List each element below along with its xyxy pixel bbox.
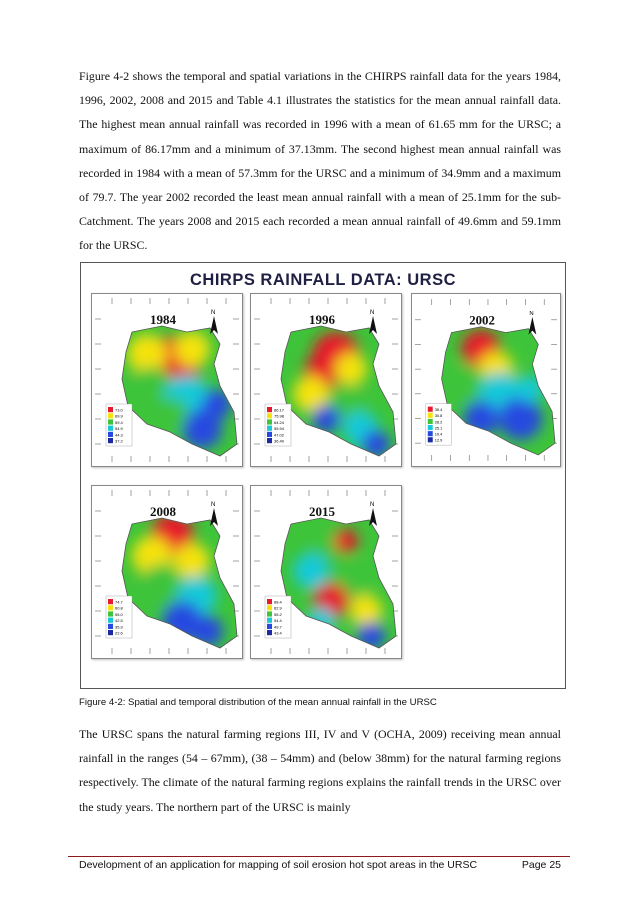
legend-value: 22.6 (115, 630, 123, 636)
figure-title: CHIRPS RAINFALL DATA: URSC (190, 271, 456, 289)
legend-swatch (108, 413, 113, 418)
legend-swatch (428, 413, 433, 418)
legend-swatch (267, 407, 272, 412)
rainfall-zone (293, 553, 329, 589)
legend-value: 35.4 (434, 407, 443, 413)
legend-swatch (428, 425, 433, 430)
legend-value: 62.9 (274, 605, 282, 611)
legend-value: 75.98 (274, 413, 285, 419)
legend-swatch (108, 599, 113, 604)
legend-value: 73.0 (115, 407, 123, 413)
rainfall-zone (335, 353, 367, 385)
north-label: N (529, 310, 534, 317)
legend-swatch (108, 432, 113, 437)
rainfall-map-2008 (91, 485, 243, 659)
legend-value: 12.9 (434, 437, 443, 443)
rainfall-zone (499, 397, 542, 440)
legend-value: 55.2 (274, 611, 282, 617)
legend-value: 30.8 (434, 413, 443, 419)
legend-value: 25.1 (434, 425, 443, 431)
rainfall-zone (334, 529, 358, 553)
legend-swatch (267, 413, 272, 418)
map-svg (251, 294, 401, 466)
legend-swatch (267, 624, 272, 629)
legend-value: 60.8 (115, 605, 123, 611)
map-legend (106, 596, 132, 638)
north-arrow-icon (210, 316, 218, 334)
legend-swatch (267, 419, 272, 424)
legend-swatch (267, 630, 272, 635)
legend-swatch (108, 419, 113, 424)
footer-rule (68, 856, 570, 857)
legend-value: 55.94 (274, 426, 285, 432)
rainfall-zone (174, 331, 210, 367)
rainfall-zone (202, 389, 232, 419)
legend-value: 19.4 (434, 431, 443, 437)
legend-swatch (428, 437, 433, 442)
legend-swatch (428, 419, 433, 424)
legend-swatch (267, 426, 272, 431)
legend-swatch (108, 605, 113, 610)
legend-value: 64.24 (274, 419, 285, 425)
map-year-label: 1996 (309, 312, 335, 327)
legend-value: 47.02 (274, 432, 285, 438)
rainfall-map-2002 (411, 293, 561, 467)
legend-value: 55.0 (115, 611, 123, 617)
north-label: N (370, 502, 375, 508)
map-legend (265, 596, 291, 638)
rainfall-zone (357, 622, 385, 650)
legend-swatch (267, 599, 272, 604)
rainfall-zone (350, 595, 382, 627)
map-svg (92, 294, 242, 466)
north-arrow-icon (210, 508, 218, 526)
legend-swatch (108, 618, 113, 623)
map-legend (106, 404, 132, 446)
body-paragraph-1: Figure 4-2 shows the temporal and spatial variations in the CHIRPS rainfall data for the years 1984, 1996, 2002, 2008 and 2015 and Table 4.1 illustrates the statistics for the mean annual rainfall data. The highest mean annual rainfall was recorded in 1996 with a mean of 61.65 mm for the URSC; a maximum of 86.17mm and a minimum of 37.13mm. The second highest mean annual rainfall was recorded in 1984 with a mean of 57.3mm for the URSC and a minimum of 34.9mm and a maximum of 79.7. The year 2002 recorded the least mean annual rainfall with a mean of 25.1mm for the sub-Catchment. The years 2008 and 2015 each recorded a mean annual rainfall of 49.6mm and 59.1mm for the URSC. (79, 69, 561, 253)
figure-box (80, 262, 566, 689)
legend-value: 36.40 (274, 438, 285, 444)
map-legend (426, 404, 452, 445)
legend-swatch (108, 624, 113, 629)
legend-swatch (108, 630, 113, 635)
legend-value: 59.4 (115, 419, 123, 425)
legend-swatch (267, 618, 272, 623)
legend-swatch (267, 605, 272, 610)
legend-swatch (267, 438, 272, 443)
north-arrow-icon (369, 508, 377, 526)
legend-value: 54.4 (274, 618, 282, 624)
legend-value: 68.4 (274, 599, 282, 605)
legend-value: 69.9 (115, 413, 123, 419)
north-label: N (370, 310, 375, 316)
north-label: N (211, 502, 216, 508)
rainfall-zone (156, 398, 188, 430)
map-svg (412, 294, 560, 466)
north-label: N (211, 310, 216, 316)
map-year-label: 2015 (309, 504, 335, 519)
legend-swatch (267, 611, 272, 616)
rainfall-map-1984 (91, 293, 243, 467)
figure-caption: Figure 4-2: Spatial and temporal distribution of the mean annual rainfall in the URSC (79, 697, 437, 708)
rainfall-zone (362, 430, 390, 458)
legend-value: 86.17 (274, 407, 285, 413)
legend-swatch (108, 611, 113, 616)
legend-swatch (108, 426, 113, 431)
legend-swatch (108, 407, 113, 412)
legend-value: 44.3 (115, 432, 123, 438)
legend-value: 35.9 (115, 624, 123, 630)
legend-swatch (428, 407, 433, 412)
legend-swatch (108, 438, 113, 443)
legend-value: 37.2 (115, 438, 123, 444)
legend-value: 43.4 (274, 630, 282, 636)
legend-value: 49.7 (274, 624, 282, 630)
legend-value: 42.5 (115, 618, 123, 624)
footer-title: Development of an application for mapping of soil erosion hot spot areas in the URSC (79, 859, 478, 871)
legend-value: 28.2 (434, 419, 443, 425)
body-paragraph-2: The URSC spans the natural farming regions III, IV and V (OCHA, 2009) receiving mean annual rainfall in the ranges (54 – 67mm), (38 – 54mm) and (below 38mm) for the natural farming regions respectively. The climate of the natural farming regions explains the rainfall trends in the URSC over the study years. The northern part of the URSC is mainly (79, 727, 561, 814)
map-year-label: 2002 (469, 313, 495, 328)
legend-swatch (267, 432, 272, 437)
rainfall-zone (312, 405, 340, 433)
rainfall-map-1996 (250, 293, 402, 467)
north-arrow-icon (369, 316, 377, 334)
north-arrow-icon (528, 317, 536, 335)
map-year-label: 2008 (150, 504, 176, 519)
page-footer (79, 859, 561, 871)
map-svg (251, 486, 401, 658)
rainfall-map-2015 (250, 485, 402, 659)
legend-swatch (428, 431, 433, 436)
map-legend (265, 404, 291, 446)
map-svg (92, 486, 242, 658)
legend-value: 74.7 (115, 599, 123, 605)
legend-value: 54.9 (115, 426, 123, 432)
rainfall-zone (463, 401, 499, 437)
map-year-label: 1984 (150, 312, 176, 327)
page-number: Page 25 (521, 859, 561, 871)
rainfall-zone (140, 564, 184, 608)
